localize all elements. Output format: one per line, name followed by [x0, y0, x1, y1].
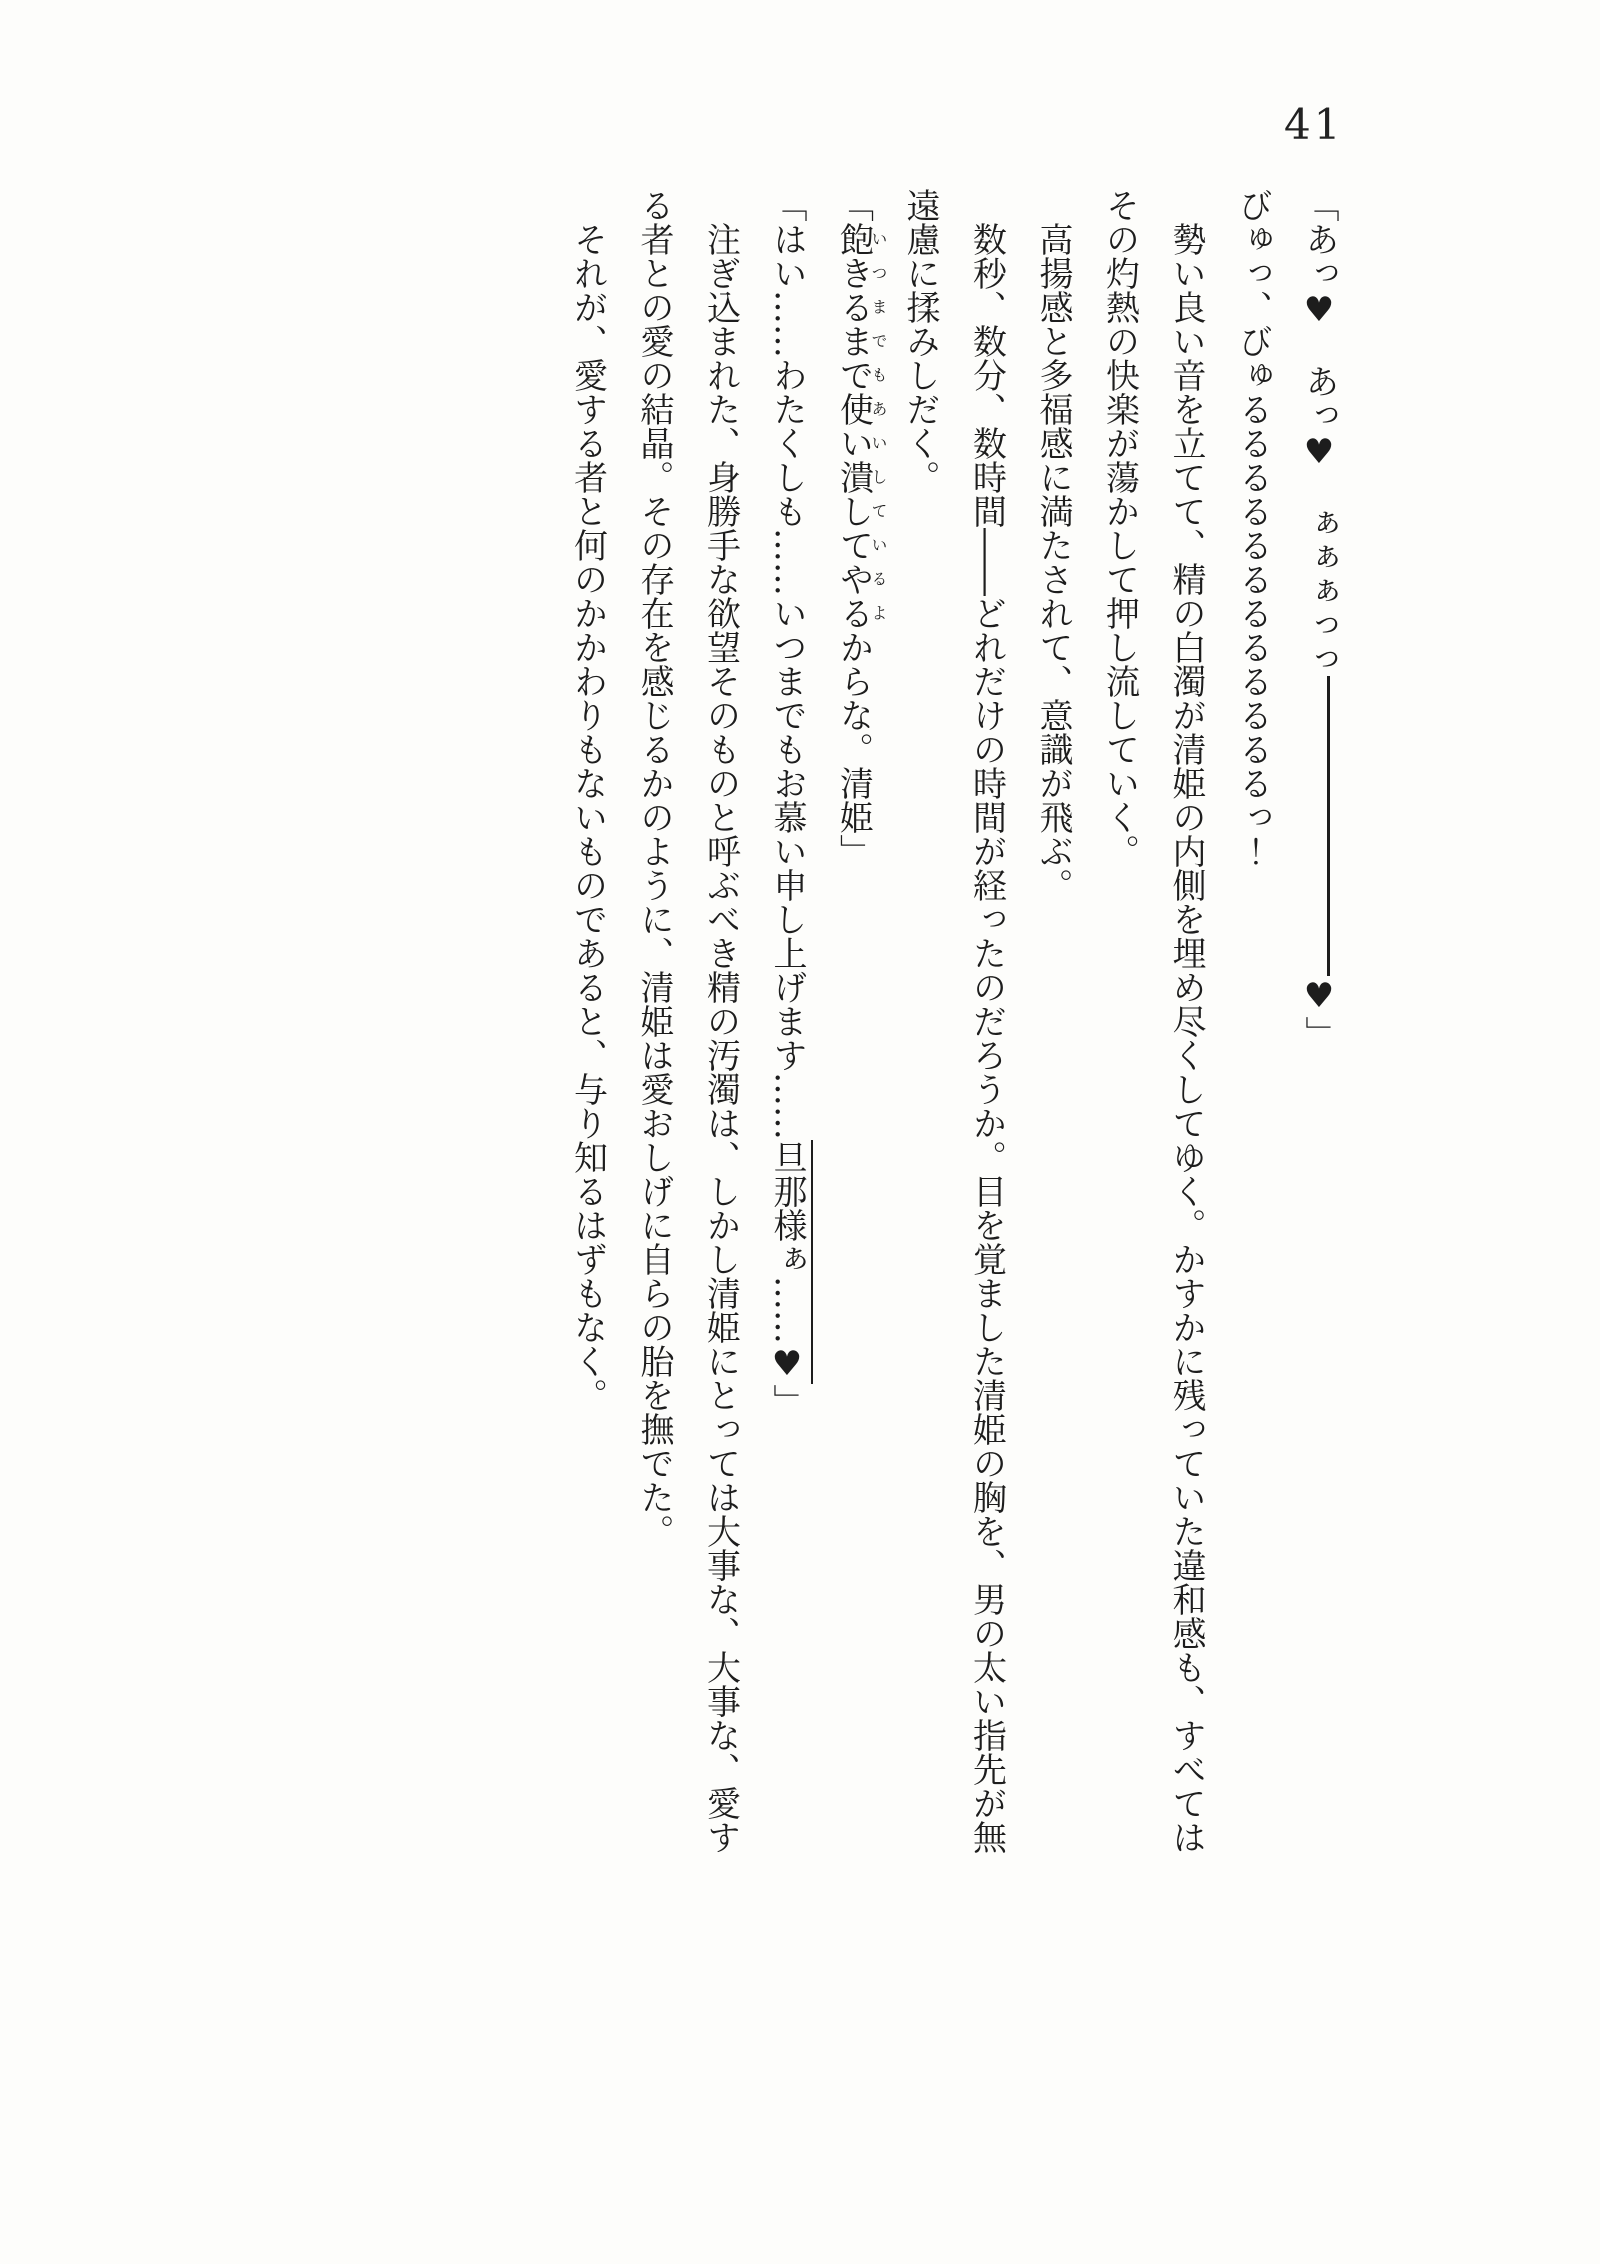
dialogue-moan-line — [1286, 188, 1353, 1860]
long-dash-line — [1327, 676, 1330, 976]
narration-paragraph-5: それが、愛する者と何のかかわりもないものであると、与り知るはずもなく。 — [567, 222, 608, 1412]
sfx-line: びゅっ、びゅるるるるるるるるるるるるっ！ — [1232, 188, 1273, 868]
dialogue-master-open: 「 — [833, 188, 874, 222]
narration-paragraph-3: 数秒、数分、数時間――どれだけの時間が経ったのだろうか。目を覚ました清姫の胸を、男の太い指先が無遠慮に揉みしだく。 — [900, 188, 1007, 1854]
dialogue-kiyohime-open: 「はい……わたくしも……いつまでもお慕い申し上げます…… — [767, 188, 807, 1140]
vertical-text-block — [554, 188, 1352, 1860]
dialogue-master-close: からな。清姫」 — [833, 630, 874, 868]
dialogue-moan-close: ♥」 — [1299, 976, 1339, 1050]
dialogue-kiyohime-close: 」 — [767, 1384, 807, 1418]
narration-paragraph-2: 高揚感と多福感に満たされて、意識が飛ぶ。 — [1033, 222, 1073, 902]
dialogue-kiyohime-line — [754, 188, 821, 1860]
dialogue-master-line — [820, 188, 887, 1860]
dialogue-moan-open: 「あっ♥ あっ♥ ぁぁぁっっ — [1299, 188, 1339, 676]
dialogue-master-ruby — [833, 222, 888, 630]
page-number: 41 — [1284, 100, 1344, 149]
narration-paragraph-1: 勢い良い音を立てて、精の白濁が清姫の内側を埋め尽くしてゆく。かすかに残っていた違和感も、すべてはその灼熱の快楽が蕩かして押し流していく。 — [1099, 188, 1206, 1854]
ruby-furigana-text: いつまでもあいしているよ — [869, 222, 888, 630]
narration-paragraph-4: 注ぎ込まれた、身勝手な欲望そのものと呼ぶべき精の汚濁は、しかし清姫にとっては大事な、大事な、愛する者との愛の結晶。その存在を感じるかのように、清姫は愛おしげに自らの胎を撫でた。 — [634, 188, 741, 1854]
ruby-base-text: 飽きるまで使い潰してやる — [833, 222, 874, 630]
emphasized-text: 旦那様ぁ……♥ — [767, 1140, 807, 1384]
